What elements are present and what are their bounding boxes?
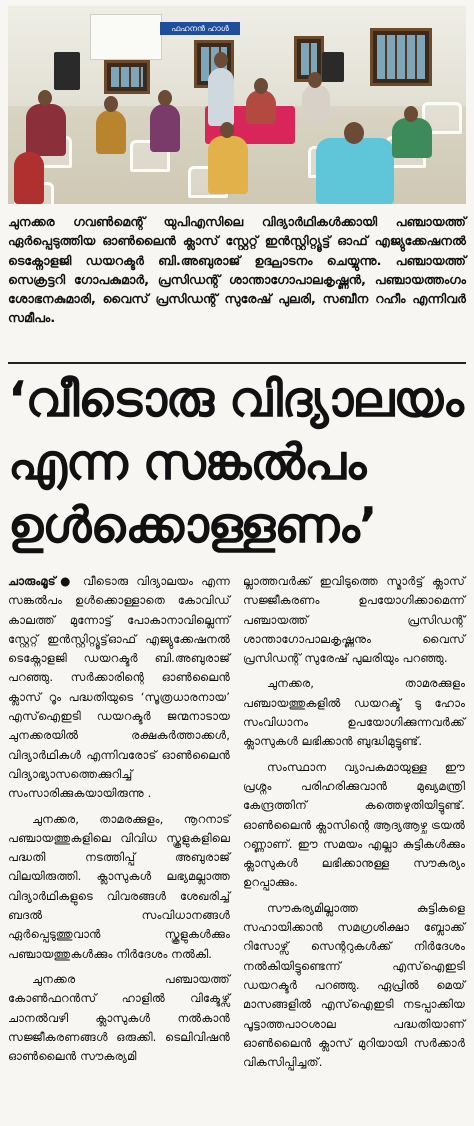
speaker-right	[322, 52, 344, 82]
headline-line-3: ഉൾക്കൊള്ളണം’	[8, 497, 377, 554]
article-paragraph: ചുനക്കര പഞ്ചായത്ത് കോൺഫറൻസ് ഹാളിൽ വിക്ടേഴ്സ് ചാനൽവഴി ക്ലാസുകൾ നൽകാൻ സജ്ജീകരണങ്ങൾ ഒരുക്കി. ടെലിവിഷൻ ഓൺലൈൻ സൗകര്യമി	[8, 971, 230, 1064]
person	[246, 90, 276, 124]
window	[370, 28, 432, 86]
news-photo	[8, 6, 466, 204]
hall-sign: ഫഹനൻ ഹാൾ	[160, 22, 240, 35]
person-head	[254, 78, 268, 94]
person	[302, 84, 330, 124]
person	[316, 138, 394, 204]
article-column-right	[243, 572, 465, 1078]
article-paragraph: ചുനക്കര, താമരക്കുളം, നൂറനാട് പഞ്ചായത്തുകളിലെ വിവിധ സ്കൂളുകളിലെ പദ്ധതി നടത്തിപ്പ് അബുരാജ് വിലയിരുത്തി. ക്ലാസുകൾ ലഭ്യമല്ലാത്ത വിദ്യാർഥികളുടെ വിവരങ്ങൾ ശേഖരിച്ച് ബദൽ സംവിധാനങ്ങൾ ഏർപ്പെടുത്തുവാൻ സ്കൂളുകൾക്കും പഞ്ചായത്തുകൾക്കും നിർദേശം നൽകി.	[8, 811, 230, 961]
speaker-person	[208, 68, 234, 126]
person	[96, 110, 126, 154]
person-head	[214, 52, 228, 68]
person-head	[220, 122, 234, 138]
photo-caption: ചുനക്കര ഗവൺമെന്റ് യുപിഎസിലെ വിദ്യാർഥികൾക്കായി പഞ്ചായത്ത് ഏർപ്പെടുത്തിയ ഓൺലൈൻ ക്ലാസ് സ്റ്റേറ്റ് ഇൻസ്റ്റിറ്റ്യൂട്ട് ഓഫ് എജ്യുക്കേഷനൽ ടെക്നോളജി ഡയറക്ടർ ബി.അബുരാജ് ഉദ്ഘാടനം ചെയ്യുന്നു. പഞ്ചായത്ത് സെക്രട്ടറി ഗോപകുമാർ, പ്രസിഡന്റ് ശാന്താഗോപാലകൃഷ്ണൻ, പഞ്ചായത്തംഗം ശോഭനകുമാരി, വൈസ് പ്രസിഡന്റ് സുരേഷ് പുലരി, സബീന റഹീം എന്നിവർ സമീപം.	[8, 214, 466, 326]
article-paragraph: ചുനക്കര, താമരക്കുളം പഞ്ചായത്തുകളിൽ ഡയറക്ട് ടു ഹോം സംവിധാനം ഉപയോഗിക്കുന്നവർക്ക് ക്ലാസുകൾ ലഭിക്കാൻ ബുദ്ധിമുട്ടുണ്ട്.	[243, 676, 465, 749]
headline	[8, 368, 468, 557]
person	[150, 104, 180, 152]
article-paragraph	[8, 572, 230, 804]
dateline: ചാരുംമൂട്●	[8, 574, 75, 588]
person	[392, 118, 432, 158]
projector-screen	[90, 14, 162, 60]
person	[208, 136, 248, 194]
person	[14, 152, 44, 204]
headline-line-1: ‘വീടൊരു വിദ്യാലയം	[8, 371, 463, 428]
article-paragraph: സൗകര്യമില്ലാത്ത കുട്ടികളെ സഹായിക്കാൻ സമഗ്രശിക്ഷാ ബ്ലോക്ക് റിസോഴ്സ് സെന്ററുകൾക്ക് നിർദേശം നൽകിയിട്ടുണ്ടെന്ന് എസ്ഐഇടി ഡയറക്ടർ പറഞ്ഞു. ഏപ്രിൽ മെയ് മാസങ്ങളിൽ എസ്ഐഇടി നടപ്പാക്കിയ പൂട്ടാത്തപാഠശാല പദ്ധതിയാണ് ഓൺലൈൻ ക്ലാസ് മുറിയായി സർക്കാർ വികസിപ്പിച്ചത്.	[243, 900, 465, 1070]
article-column-left	[8, 572, 230, 1072]
divider-rule	[8, 362, 466, 364]
window	[104, 60, 150, 94]
paragraph-text: വീടൊരു വിദ്യാലയം എന്ന സങ്കൽപം ഉൾക്കൊള്ളാതെ കോവിഡ് കാലത്ത് മുന്നോട്ട് പോകാനാവില്ലെന്ന് സ്റ്റേറ്റ് ഇൻസ്റ്റിറ്റ്യൂട്ട്ഓഫ് എജ്യുക്കേഷനൽ ടെക്നോളജി ഡയറക്ടർ ബി.അബുരാജ് പറഞ്ഞു. സർക്കാരിന്റെ ഓൺലൈൻ ക്ലാസ് റൂം പദ്ധതിയുടെ ‘സൂത്രധാരനായ’ എസ്ഐഇടി ഡയറക്ടർ ജന്മനാടായ ചുനക്കരയിൽ രക്ഷകർത്താക്കൾ, വിദ്യാർഥികൾ എന്നിവരോട് ഓൺലൈൻ വിദ്യാഭ്യാസത്തെക്കുറിച്ച് സംസാരിക്കുകയായിരുന്നു .	[8, 574, 230, 801]
person-head	[344, 122, 364, 144]
person-head	[38, 90, 52, 106]
person-head	[104, 96, 118, 112]
headline-line-2: എന്ന സങ്കൽപം	[8, 434, 366, 491]
person	[26, 104, 66, 156]
person-head	[308, 72, 322, 88]
speaker-left	[54, 52, 80, 90]
person-head	[158, 90, 172, 106]
article-paragraph: സംസ്ഥാന വ്യാപകമായുള്ള ഈ പ്രശ്നം പരിഹരിക്കുവാൻ മുഖ്യമന്ത്രി കേന്ദ്രത്തിന് കത്തെഴുതിയിട്ടുണ്ട്. ഓൺലൈൻ ക്ലാസിന്റെ ആദ്യആഴ്ച ട്രയൽ റണ്ണാണ്. ഈ സമയം എല്ലാ കുട്ടികൾക്കും ക്ലാസുകൾ ലഭിക്കാനുള്ള സൗകര്യം ഉറപ്പാക്കും.	[243, 759, 465, 890]
article-paragraph: ല്ലാത്തവർക്ക് ഇവിടുത്തെ സ്മാർട്ട് ക്ലാസ് സജ്ജീകരണം ഉപയോഗിക്കാമെന്ന് പഞ്ചായത്ത് പ്രസിഡന്റ് ശാന്താഗോപാലകൃഷ്ണനും വൈസ് പ്രസിഡന്റ് സുരേഷ് പുലരിയും പറഞ്ഞു.	[243, 574, 465, 666]
person-head	[404, 106, 418, 122]
